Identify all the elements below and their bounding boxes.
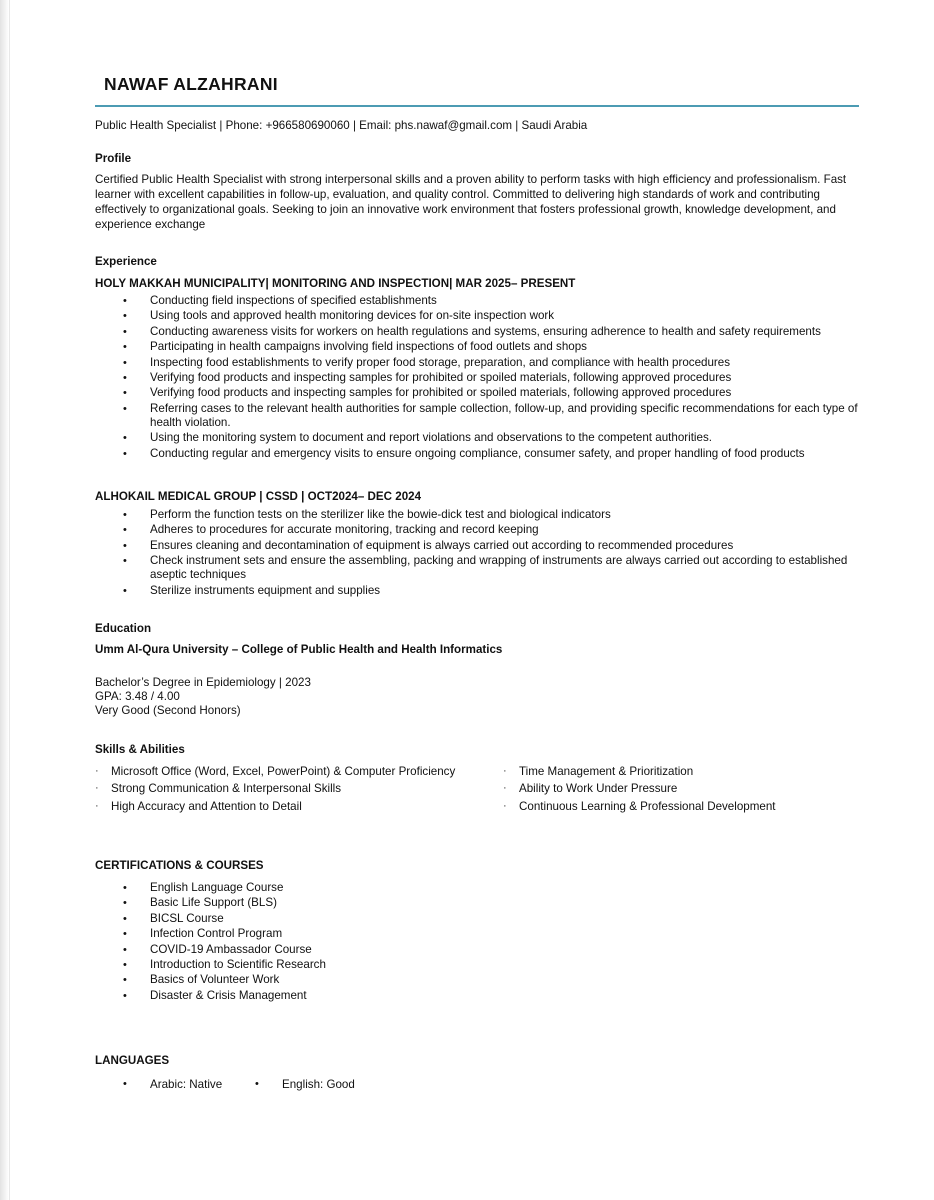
list-item: · High Accuracy and Attention to Detail (95, 800, 302, 813)
list-item: • Check instrument sets and ensure the assembling, packing and wrapping of instruments are always carried out according to established aseptic techniques (150, 554, 860, 582)
contact-line: Public Health Specialist | Phone: +966580690060 | Email: phs.nawaf@gmail.com | Saudi Arabia (95, 119, 588, 132)
job-bullets-makkah (150, 294, 860, 462)
list-item: • Perform the function tests on the sterilizer like the bowie-dick test and biological indicators (150, 508, 860, 522)
education-heading: Education (95, 622, 152, 635)
certifications-list (150, 881, 860, 1004)
job-heading-alhokail: ALHOKAIL MEDICAL GROUP | CSSD | OCT2024– DEC 2024 (95, 490, 422, 503)
education-gpa: GPA: 3.48 / 4.00 (95, 690, 180, 703)
candidate-name: NAWAF ALZAHRANI (104, 74, 278, 94)
languages-heading: LANGUAGES (95, 1054, 170, 1067)
list-item: • Basic Life Support (BLS) (150, 896, 860, 910)
list-item: • Adheres to procedures for accurate monitoring, tracking and record keeping (150, 523, 860, 537)
list-item: • Using tools and approved health monitoring devices for on-site inspection work (150, 309, 860, 323)
list-item: • English: Good (282, 1078, 355, 1091)
job-bullets-alhokail (150, 508, 860, 599)
list-item: • Ensures cleaning and decontamination of equipment is always carried out according to recommended procedures (150, 539, 860, 553)
list-item: • Disaster & Crisis Management (150, 989, 860, 1003)
profile-text: Certified Public Health Specialist with strong interpersonal skills and a proven ability to perform tasks with high efficiency and professionalism. Fast learner with excellent capabilities in follow-up, evaluation, and quality control. Committed to delivering high standards of work and contributing effectively to organizational goals. Seeking to join an innovative work environment that fosters professional growth, knowledge development, and experience exchange (95, 173, 847, 231)
list-item: · Ability to Work Under Pressure (503, 782, 677, 795)
list-item: • Verifying food products and inspecting samples for prohibited or spoiled materials, following approved procedures (150, 371, 860, 385)
list-item: • Referring cases to the relevant health authorities for sample collection, follow-up, and providing specific recommendations for each type of health violation. (150, 402, 860, 430)
job-heading-makkah: HOLY MAKKAH MUNICIPALITY| MONITORING AND INSPECTION| MAR 2025– PRESENT (95, 277, 576, 290)
experience-heading: Experience (95, 255, 157, 268)
list-item: • Basics of Volunteer Work (150, 973, 860, 987)
list-item: • Using the monitoring system to document and report violations and observations to the competent authorities. (150, 431, 860, 445)
list-item: · Continuous Learning & Professional Development (503, 800, 776, 813)
list-item: • BICSL Course (150, 912, 860, 926)
name-underline-rule (95, 105, 859, 107)
list-item: • Conducting field inspections of specified establishments (150, 294, 860, 308)
list-item: • Infection Control Program (150, 927, 860, 941)
skills-heading: Skills & Abilities (95, 743, 185, 756)
list-item: • Introduction to Scientific Research (150, 958, 860, 972)
education-degree: Bachelor’s Degree in Epidemiology | 2023 (95, 676, 311, 689)
list-item: • English Language Course (150, 881, 860, 895)
profile-heading: Profile (95, 152, 132, 165)
list-item: · Microsoft Office (Word, Excel, PowerPoint) & Computer Proficiency (95, 765, 455, 778)
education-honors: Very Good (Second Honors) (95, 704, 241, 717)
list-item: • Inspecting food establishments to verify proper food storage, preparation, and compliance with health procedures (150, 356, 860, 370)
list-item: • Verifying food products and inspecting samples for prohibited or spoiled materials, following approved procedures (150, 386, 860, 400)
list-item: • Participating in health campaigns involving field inspections of food outlets and shops (150, 340, 860, 354)
list-item: · Time Management & Prioritization (503, 765, 693, 778)
list-item: · Strong Communication & Interpersonal Skills (95, 782, 341, 795)
list-item: • COVID-19 Ambassador Course (150, 943, 860, 957)
list-item: • Conducting awareness visits for workers on health regulations and systems, ensuring adherence to health and safety requirements (150, 325, 860, 339)
education-school: Umm Al-Qura University – College of Public Health and Health Informatics (95, 643, 503, 656)
certifications-heading: CERTIFICATIONS & COURSES (95, 859, 264, 872)
list-item: • Sterilize instruments equipment and supplies (150, 584, 860, 598)
list-item: • Arabic: Native (150, 1078, 222, 1091)
list-item: • Conducting regular and emergency visits to ensure ongoing compliance, consumer safety, and proper handling of food products (150, 447, 860, 461)
